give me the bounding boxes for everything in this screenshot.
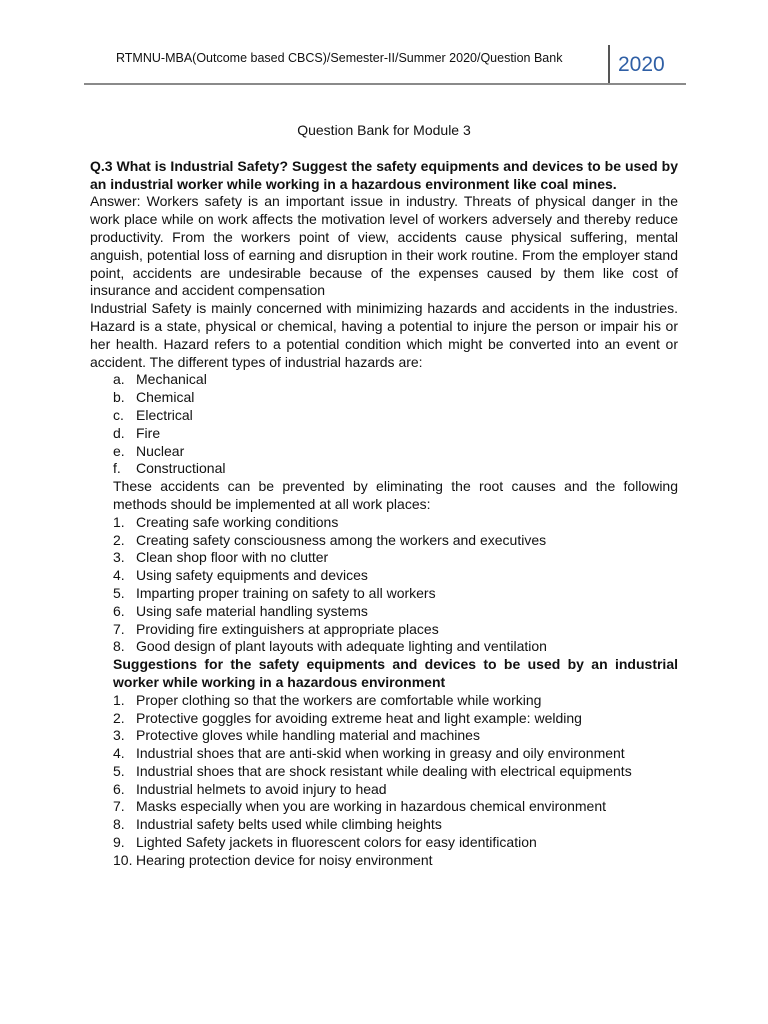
list-item	[90, 834, 678, 852]
list-marker: a.	[113, 371, 125, 388]
list-marker: 5.	[113, 762, 125, 779]
list-marker: 8.	[113, 638, 125, 655]
list-item-text: Chemical	[136, 389, 195, 406]
list-item-text: Protective gloves while handling material and machines	[136, 727, 480, 744]
header-year: 2020	[618, 53, 665, 76]
list-marker: 4.	[113, 567, 125, 584]
list-item-text: Proper clothing so that the workers are comfortable while working	[136, 691, 542, 708]
list-item	[90, 549, 678, 567]
list-item-text: Nuclear	[136, 442, 185, 459]
list-item-text: Using safe material handling systems	[136, 602, 368, 619]
list-marker: e.	[113, 442, 125, 459]
list-marker: 4.	[113, 745, 125, 762]
header-rule	[84, 83, 686, 85]
list-marker: f.	[113, 460, 121, 477]
list-item-text: Protective goggles for avoiding extreme heat and light example: welding	[136, 709, 582, 726]
list-item-text: Using safety equipments and devices	[136, 567, 368, 584]
list-item	[90, 798, 678, 816]
header-divider	[608, 45, 610, 85]
list-item-text: Industrial helmets to avoid injury to head	[136, 780, 387, 797]
list-marker: 9.	[113, 834, 125, 851]
answer-paragraph-2: Industrial Safety is mainly concerned with minimizing hazards and accidents in the industries. Hazard is a state, physical or chemical, having a potential to injure the person or impair his or her health. Hazard refers to a potential condition which might be converted into an event or accident. The different types of industrial hazards are:	[90, 300, 678, 370]
list-item-text: Fire	[136, 424, 161, 441]
suggestions-heading: Suggestions for the safety equipments and devices to be used by an industrial worker while working in a hazardous environment	[113, 656, 678, 690]
list-marker: c.	[113, 406, 124, 423]
list-item	[90, 514, 678, 532]
list-marker: 6.	[113, 602, 125, 619]
list-marker: 1.	[113, 691, 125, 708]
list-item-text: Masks especially when you are working in hazardous chemical environment	[136, 798, 607, 815]
list-item	[90, 407, 678, 425]
list-marker: d.	[113, 424, 125, 441]
list-marker: 2.	[113, 531, 125, 548]
list-item-text: Creating safe working conditions	[136, 513, 339, 530]
list-item	[90, 567, 678, 585]
answer-paragraph-1: Answer: Workers safety is an important issue in industry. Threats of physical danger in the work place while on work affects the motivation level of workers adversely and thereby reduce productivity. From the workers point of view, accidents cause physical suffering, mental anguish, potential loss of earning and disruption in their work routine. From the employer stand point, accidents are undesirable because of the expenses caused by them like cost of insurance and accident compensation	[90, 193, 678, 299]
list-marker: 2.	[113, 709, 125, 726]
list-item	[90, 371, 678, 389]
list-item-text: Good design of plant layouts with adequate lighting and ventilation	[136, 638, 547, 655]
list-item	[90, 603, 678, 621]
suggestions-list	[90, 692, 678, 870]
list-marker: 3.	[113, 727, 125, 744]
list-item-text: Lighted Safety jackets in fluorescent colors for easy identification	[136, 834, 537, 851]
list-item	[90, 816, 678, 834]
list-item	[90, 710, 678, 728]
question-text: Q.3 What is Industrial Safety? Suggest the safety equipments and devices to be used by an industrial worker while working in a hazardous environment like coal mines.	[90, 157, 678, 192]
list-marker: 3.	[113, 549, 125, 566]
header-title: RTMNU-MBA(Outcome based CBCS)/Semester-II/Summer 2020/Question Bank	[116, 51, 563, 65]
list-item-text: Industrial safety belts used while climbing heights	[136, 816, 442, 833]
list-item	[90, 781, 678, 799]
list-item	[90, 425, 678, 443]
list-marker: 7.	[113, 620, 125, 637]
list-item	[90, 638, 678, 656]
list-item	[90, 621, 678, 639]
list-item-text: Industrial shoes that are anti-skid when working in greasy and oily environment	[136, 745, 625, 762]
list-marker: 5.	[113, 584, 125, 601]
list-item	[90, 763, 678, 781]
list-item-text: Electrical	[136, 406, 193, 423]
methods-list	[90, 514, 678, 656]
list-item-text: Creating safety consciousness among the workers and executives	[136, 531, 547, 548]
list-item-text: Constructional	[136, 460, 226, 477]
list-item	[90, 727, 678, 745]
list-item-text: Providing fire extinguishers at appropriate places	[136, 620, 439, 637]
list-item	[90, 443, 678, 461]
list-marker: 7.	[113, 798, 125, 815]
list-item	[90, 460, 678, 478]
list-item	[90, 745, 678, 763]
list-item-text: Clean shop floor with no clutter	[136, 549, 329, 566]
list-item	[90, 532, 678, 550]
list-marker: 10.	[113, 851, 133, 868]
list-item	[90, 692, 678, 710]
list-item-text: Mechanical	[136, 371, 207, 388]
document-body	[90, 122, 678, 870]
list-marker: 6.	[113, 780, 125, 797]
list-item	[90, 389, 678, 407]
list-item	[90, 852, 678, 870]
list-item-text: Imparting proper training on safety to all workers	[136, 584, 436, 601]
module-title: Question Bank for Module 3	[297, 122, 471, 138]
list-item-text: Industrial shoes that are shock resistant while dealing with electrical equipments	[136, 762, 632, 779]
list-marker: b.	[113, 389, 125, 406]
hazard-list	[90, 371, 678, 478]
list-marker: 8.	[113, 816, 125, 833]
prevention-intro: These accidents can be prevented by eliminating the root causes and the following methods should be implemented at all work places:	[113, 478, 678, 512]
list-item	[90, 585, 678, 603]
list-item-text: Hearing protection device for noisy environment	[136, 851, 433, 868]
list-marker: 1.	[113, 513, 125, 530]
